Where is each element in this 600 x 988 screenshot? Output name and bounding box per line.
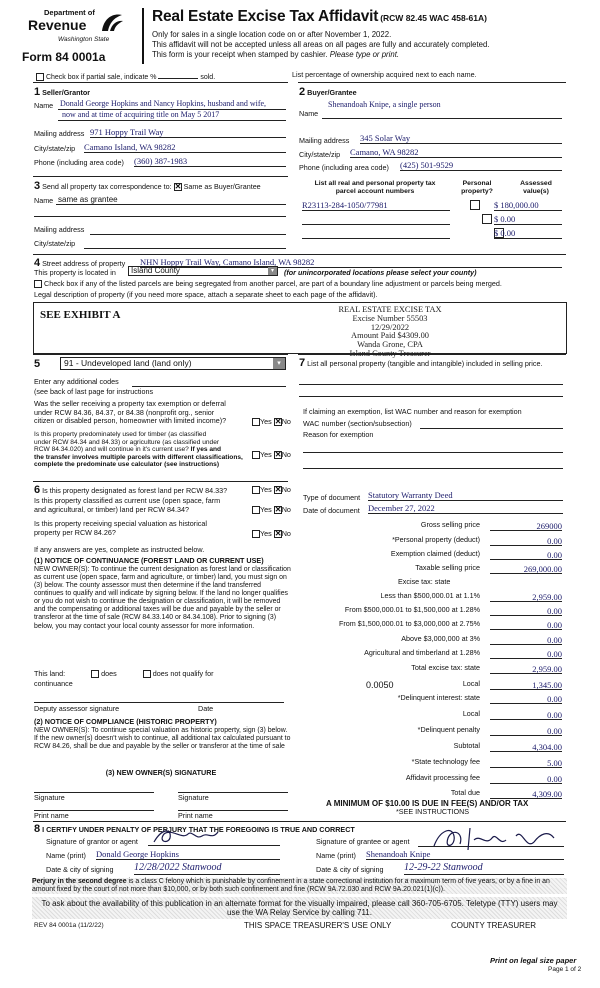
- q-historic-2: property per RCW 84.26?: [34, 527, 116, 537]
- continuance-label: continuance: [34, 679, 73, 688]
- bracket-3-value[interactable]: 0.00: [490, 620, 562, 630]
- type-note: Please type or print.: [329, 50, 400, 59]
- perjury-heading: Perjury in the second degree: [32, 878, 127, 885]
- q-timber-3a: RCW 84.34.020) and will continue in it's current use?: [34, 446, 189, 454]
- doc-type-label: Type of document: [303, 493, 361, 502]
- tax-row: [300, 592, 562, 602]
- bracket-5-label: Agricultural and timberland at 1.28%: [364, 648, 480, 657]
- buyer-city[interactable]: Camano, WA 98282: [350, 147, 562, 158]
- gross-value[interactable]: 269000: [490, 521, 562, 531]
- buyer-heading-label: Buyer/Grantee: [307, 88, 357, 97]
- sig-grantor-label: Signature of grantor or agent: [46, 837, 138, 846]
- taxable-value[interactable]: 269,000.00: [490, 564, 562, 574]
- notice-2-heading: (2) NOTICE OF COMPLIANCE (HISTORIC PROPERTY): [34, 717, 217, 726]
- timber-no-checkbox[interactable]: [274, 451, 282, 459]
- segregated-label: Check box if any of the listed parcels are being segregated from another parcel, are part of a boundary line adjustment or parcels being merged.: [44, 279, 502, 288]
- local-rate[interactable]: 0.0050: [366, 680, 394, 690]
- revenue-swoosh-icon: [100, 11, 124, 33]
- section-3-name-line-2: [34, 216, 286, 217]
- bracket-4-label: Above $3,000,000 at 3%: [401, 634, 480, 643]
- seller-heading-label: Seller/Grantor: [42, 88, 91, 97]
- land-does-not-checkbox[interactable]: [143, 670, 151, 678]
- section-3-text: [34, 180, 261, 193]
- section-5-number: 5: [34, 358, 41, 370]
- q-timber: [34, 431, 250, 469]
- owner-sig-label-1: Signature: [34, 793, 65, 802]
- section-3-city-field[interactable]: [84, 248, 286, 249]
- excise-state-label: Excise tax: state: [398, 577, 451, 586]
- deputy-signature-line[interactable]: [34, 702, 284, 703]
- tax-row: [300, 758, 562, 768]
- partial-sale-checkbox[interactable]: [36, 73, 44, 81]
- exemption-deduct-label: Exemption claimed (deduct): [390, 549, 480, 558]
- seller-name-2[interactable]: now and at time of acquiring title on May 5 2017: [62, 110, 220, 119]
- buyer-name-line: [322, 118, 562, 119]
- section-8-rule: [33, 821, 566, 822]
- land-does-label: does: [101, 669, 117, 678]
- land-use-value: 91 - Undeveloped land (land only): [64, 358, 192, 368]
- notice-3-heading: (3) NEW OWNER(S) SIGNATURE: [105, 768, 217, 777]
- section-3-mail-label: Mailing address: [34, 225, 85, 234]
- property-street[interactable]: NHN Hoppy Trail Way, Camano Island, WA 98282: [140, 257, 562, 268]
- section-2-number: 2: [299, 86, 306, 98]
- processing-fee-value[interactable]: 0.00: [490, 774, 562, 784]
- assessed-header: [508, 180, 564, 196]
- same-as-buyer-checkbox[interactable]: [174, 183, 182, 191]
- q-forest-yn: [252, 486, 291, 495]
- exempt-label: If claiming an exemption, list WAC number and reason for exemption: [303, 407, 522, 416]
- stamp-line-6: Island County Treasurer: [349, 349, 431, 359]
- segregated-checkbox[interactable]: [34, 280, 42, 288]
- personal-deduct-label: *Personal property (deduct): [392, 535, 480, 544]
- legal-text: SEE EXHIBIT A: [40, 309, 121, 321]
- taxable-label: Taxable selling price: [415, 563, 480, 572]
- q-timber-2: under RCW 84.34 and 84.33) or agriculture (as classified under: [34, 438, 220, 446]
- section-4-rule: [33, 254, 566, 255]
- codes-note: (see back of last page for instructions: [34, 387, 154, 396]
- exemption-deduct-value[interactable]: 0.00: [490, 550, 562, 560]
- parcel-account-1[interactable]: R23113-284-1050/77981: [302, 200, 450, 211]
- personal-header-1: Personal: [462, 180, 492, 187]
- gross-label: Gross selling price: [420, 520, 480, 529]
- tax-row: [300, 635, 562, 645]
- tax-row: [300, 742, 562, 752]
- tax-row: [300, 550, 562, 560]
- total-state-label: Total excise tax: state: [411, 663, 480, 672]
- state-label: Washington State: [58, 36, 110, 43]
- section-3-mail-field[interactable]: [90, 234, 286, 235]
- receipt-note: This form is your receipt when stamped by cashier.: [152, 50, 328, 59]
- delinquent-state-label: *Delinquent interest: state: [397, 693, 480, 702]
- notice-1-body: NEW OWNER(S): To continue the current designation as forest land or classification as current use (open space, farm and agriculture, or timber) land, you must sign on (3) below. The county assessor must then determine if the land transferred continues to qualify and will indicate by signing below. If the land no longer qualifies or you do not wish to continue the designation or classification, it will be removed and the compensating or additional taxes will be due and payable by the seller or transferor at the time of sale (RCW 84.33.140 or 84.34.108). Prior to signing (3) below, you may contact your local county assessor for more information.: [34, 566, 291, 630]
- subtotal-label: Subtotal: [453, 741, 480, 750]
- seller-city-label: City/state/zip: [34, 144, 76, 153]
- partial-percent-field[interactable]: [158, 71, 198, 79]
- exemption-no-label: No: [281, 417, 291, 426]
- reason-label: Reason for exemption: [303, 430, 374, 439]
- personal-checkbox-2[interactable]: [482, 214, 492, 224]
- personal-property-line-1[interactable]: [299, 384, 563, 385]
- stamp-line-5: Wanda Grone, CPA: [357, 340, 423, 350]
- seller-heading: [34, 86, 90, 99]
- tax-row: [300, 664, 562, 674]
- perjury-body: is a class C felony which is punishable by confinement in a state correctional institution for a maximum term of five years, or by a fine in an amount fixed by the court of not more than $10,000, or by both such confinement and fine (RCW 9A.72.030 and RCW 9A.20.021(1)(c)).: [32, 878, 550, 893]
- processing-fee-label: Affidavit processing fee: [405, 773, 480, 782]
- header-line-1: Only for sales in a single location code on or after November 1, 2022.: [152, 30, 392, 39]
- section-2-rule: [298, 82, 566, 83]
- bracket-4-value[interactable]: 0.00: [490, 635, 562, 645]
- treasurer-stamp: [310, 306, 470, 359]
- tax-row: [300, 710, 562, 720]
- parcel-account-3[interactable]: [302, 228, 450, 239]
- seller-phone-label: Phone (including area code): [34, 158, 124, 167]
- grantee-date[interactable]: 12-29-22 Stanwood: [404, 862, 564, 875]
- grantee-name[interactable]: Shenandoah Knipe: [366, 849, 564, 860]
- land-use-arrow-icon: ▾: [273, 358, 285, 369]
- section-3-name[interactable]: same as grantee: [58, 195, 118, 204]
- grantee-date-label: Date & city of signing: [316, 865, 384, 874]
- personal-header: [452, 180, 502, 196]
- timber-yes-label: Yes: [260, 450, 272, 459]
- tech-fee-value[interactable]: 5.00: [490, 758, 562, 768]
- section-4-number: 4: [34, 257, 41, 269]
- parcel-header-1: List all real and personal property tax: [314, 180, 436, 187]
- delinquent-state-value[interactable]: 0.00: [490, 694, 562, 704]
- tax-row: [300, 649, 562, 659]
- partial-sale-label: Check box if partial sale, indicate %: [45, 74, 157, 81]
- accessibility-note: To ask about the availability of this publication in an alternate format for the visually impaired, please call 360-705-6705. Teletype (TTY) users may use the WA Relay Service by calling 711.: [32, 897, 567, 919]
- buyer-name[interactable]: Shenandoah Knipe, a single person: [328, 100, 441, 109]
- partial-sale: [36, 71, 215, 82]
- grantor-signature-scribble: [152, 826, 252, 846]
- doc-type[interactable]: Statutory Warranty Deed: [368, 490, 563, 501]
- header-divider: [142, 8, 144, 64]
- buyer-phone[interactable]: (425) 501-9529: [400, 160, 562, 171]
- assessed-header-1: Assessed: [520, 180, 552, 187]
- tax-row: [300, 606, 562, 616]
- ownership-note: List percentage of ownership acquired next to each name.: [292, 70, 477, 79]
- q-current-use-1: Is this property classified as current use (open space, farm: [34, 496, 221, 505]
- tax-row: [300, 774, 562, 784]
- personal-header-2: property?: [461, 188, 493, 196]
- seller-mail-label: Mailing address: [34, 129, 85, 138]
- notice-1-heading: (1) NOTICE OF CONTINUANCE (FOREST LAND OR CURRENT USE): [34, 556, 264, 565]
- q-timber-1: Is this property predominately used for timber (as classified: [34, 431, 207, 438]
- seller-name-label: Name: [34, 101, 54, 110]
- q-timber-4: the transfer involves multiple parcels with different classifications,: [34, 453, 243, 461]
- stamp-line-3: 12/29/2022: [370, 322, 410, 332]
- send-correspondence-label: Send all property tax correspondence to:: [42, 182, 172, 191]
- q-exemption-3: citizen or disabled person, homeowner with limited income)?: [34, 416, 227, 426]
- form-title-block: [152, 8, 592, 27]
- owner-print-label-2: Print name: [178, 811, 213, 820]
- dept-label: Department of: [44, 8, 95, 17]
- county-select[interactable]: [128, 266, 278, 276]
- owner-sig-label-2: Signature: [178, 793, 209, 802]
- historic-yes-label: Yes: [260, 529, 272, 538]
- q-exemption: [34, 400, 288, 426]
- delinquent-local-value[interactable]: 0.00: [490, 710, 562, 720]
- reason-line-2[interactable]: [303, 468, 563, 469]
- owner-print-label-1: Print name: [34, 811, 69, 820]
- agency-logo: [22, 6, 130, 48]
- q-current-use-2: and agricultural, or timber) land per RCW 84.34?: [34, 504, 190, 514]
- section-3-name-label: Name: [34, 196, 54, 205]
- seller-name-line-2: [58, 120, 286, 121]
- assessed-value-1[interactable]: $ 180,000.00: [494, 200, 562, 211]
- q-exemption-yn: [252, 418, 291, 427]
- current-use-no-checkbox[interactable]: [274, 506, 282, 514]
- tax-row: [300, 680, 562, 690]
- legal-description-box[interactable]: [33, 302, 567, 359]
- legal-size-note: Print on legal size paper: [490, 956, 577, 965]
- wac-label: WAC number (section/subsection): [303, 419, 412, 428]
- penalty-value[interactable]: 0.00: [490, 726, 562, 736]
- stamp-line-2: Excise Number 55503: [352, 313, 428, 323]
- if-any-note: If any answers are yes, complete as instructed below.: [34, 545, 205, 554]
- land-use-select[interactable]: [60, 357, 286, 370]
- section-7-number: 7: [299, 357, 306, 369]
- personal-deduct-value[interactable]: 0.00: [490, 536, 562, 546]
- exemption-yes-checkbox[interactable]: [252, 418, 260, 426]
- bracket-3-label: From $1,500,000.01 to $3,000,000 at 2.75%: [338, 619, 480, 628]
- timber-yes-checkbox[interactable]: [252, 451, 260, 459]
- personal-property-line-2[interactable]: [299, 396, 563, 397]
- section-3-rule: [33, 176, 288, 177]
- assessed-value-2[interactable]: $ 0.00: [494, 214, 562, 225]
- q-historic-1: Is this property receiving special valuation as historical: [34, 519, 207, 528]
- tech-fee-label: *State technology fee: [411, 757, 480, 766]
- tax-row: [300, 726, 562, 736]
- penalty-label: *Delinquent penalty: [417, 725, 480, 734]
- rev-number: REV 84 0001a (11/2/22): [34, 922, 104, 929]
- county-treasurer: COUNTY TREASURER: [451, 921, 537, 930]
- parcel-account-2[interactable]: [302, 214, 450, 225]
- deputy-label: Deputy assessor signature: [34, 704, 120, 713]
- dropdown-arrow-icon: ▾: [268, 267, 277, 275]
- section-6-rule: [33, 481, 288, 482]
- q-timber-3: [34, 446, 250, 454]
- this-land-label: This land:: [34, 669, 66, 678]
- local-label: Local: [462, 679, 480, 688]
- tax-row: [300, 521, 562, 531]
- see-instructions: *SEE INSTRUCTIONS: [396, 807, 470, 816]
- form-title: Real Estate Excise Tax Affidavit: [152, 8, 379, 25]
- parcel-header: [302, 180, 448, 196]
- sig-grantee-label: Signature of grantee or agent: [316, 837, 410, 846]
- header-line-2: This affidavit will not be accepted unless all areas on all pages are fully and accurately completed.: [152, 40, 490, 49]
- buyer-phone-label: Phone (including area code): [299, 163, 389, 172]
- minimum-note: A MINIMUM OF $10.00 IS DUE IN FEE(S) AND/OR TAX: [326, 799, 529, 808]
- form-rcw: (RCW 82.45 WAC 458-61A): [380, 13, 487, 23]
- assessed-header-2: value(s): [523, 188, 549, 196]
- section-7-text: [299, 357, 563, 370]
- buyer-name-label: Name: [299, 109, 319, 118]
- bracket-1-label: Less than $500,000.01 at 1.1%: [380, 591, 480, 600]
- stamp-line-1: REAL ESTATE EXCISE TAX: [338, 305, 442, 314]
- wac-field[interactable]: [420, 428, 563, 429]
- section-5-rule: [33, 354, 288, 355]
- total-due-label: Total due: [450, 788, 480, 797]
- tax-row: [300, 789, 562, 799]
- delinquent-local-label: Local: [462, 709, 480, 718]
- historic-no-checkbox[interactable]: [274, 530, 282, 538]
- deputy-date-label: Date: [198, 704, 214, 713]
- total-state-value[interactable]: 2,959.00: [490, 664, 562, 674]
- same-as-buyer-label: Same as Buyer/Grantee: [183, 182, 261, 191]
- county-value: Island County: [131, 266, 180, 275]
- q-timber-yn: [252, 451, 291, 460]
- street-label: Street address of property: [42, 259, 126, 268]
- local-value[interactable]: 1,345.00: [490, 680, 562, 690]
- total-due-value[interactable]: 4,309.00: [490, 789, 562, 799]
- certify-text: I CERTIFY UNDER PENALTY OF PERJURY THAT THE FOREGOING IS TRUE AND CORRECT: [42, 825, 355, 834]
- current-use-yes-label: Yes: [260, 505, 272, 514]
- grantor-name[interactable]: Donald George Hopkins: [96, 849, 280, 860]
- header-line-3: [152, 50, 399, 59]
- located-label: This property is located in: [34, 268, 116, 277]
- forest-yes-checkbox[interactable]: [252, 486, 260, 494]
- section-3-city-label: City/state/zip: [34, 239, 76, 248]
- exemption-no-checkbox[interactable]: [274, 418, 282, 426]
- form-number: Form 84 0001a: [22, 50, 106, 64]
- seller-name-1[interactable]: Donald George Hopkins and Nancy Hopkins, husband and wife,: [60, 99, 267, 108]
- tax-row: [300, 564, 562, 574]
- personal-property-label: List all personal property (tangible and intangible) included in selling price.: [307, 359, 543, 368]
- timber-no-label: No: [281, 450, 291, 459]
- notice-2-body: NEW OWNER(S): To continue special valuation as historic property, sign (3) below. If the new owner(s) doesn't wish to continue, all additional tax calculated pursuant to RCW 84.26, shall be due and payable by the seller or transferor at the time of sale: [34, 727, 291, 751]
- bracket-2-value[interactable]: 0.00: [490, 606, 562, 616]
- historic-no-label: No: [281, 529, 291, 538]
- segregated-row: [34, 280, 574, 289]
- exemption-yes-label: Yes: [260, 417, 272, 426]
- forest-no-checkbox[interactable]: [274, 486, 282, 494]
- grantor-name-label: Name (print): [46, 851, 86, 860]
- buyer-heading: [299, 86, 357, 99]
- grantee-name-label: Name (print): [316, 851, 356, 860]
- bracket-5-value[interactable]: 0.00: [490, 649, 562, 659]
- buyer-mail-label: Mailing address: [299, 136, 350, 145]
- page-number: Page 1 of 2: [548, 966, 582, 973]
- q-current-use: [34, 497, 254, 514]
- seller-mail[interactable]: 971 Hoppy Trail Way: [90, 127, 286, 138]
- tax-row: [300, 536, 562, 546]
- agency-name: Revenue: [28, 17, 87, 33]
- section-3-name-line: [56, 204, 286, 205]
- historic-yes-checkbox[interactable]: [252, 530, 260, 538]
- q-historic-yn: [252, 530, 291, 539]
- bracket-2-label: From $500,000.01 to $1,500,000 at 1.28%: [344, 605, 480, 614]
- current-use-no-label: No: [281, 505, 291, 514]
- q-current-use-yn: [252, 506, 291, 515]
- seller-city[interactable]: Camano Island, WA 98282: [84, 142, 286, 153]
- land-does-not-label: does not qualify for: [152, 669, 214, 678]
- current-use-yes-checkbox[interactable]: [252, 506, 260, 514]
- land-does-checkbox[interactable]: [91, 670, 99, 678]
- buyer-mail[interactable]: 345 Solar Way: [360, 133, 562, 144]
- legal-note: Legal description of property (if you need more space, attach a separate sheet to each page of the affidavit).: [34, 290, 378, 299]
- partial-sale-sold: sold.: [200, 74, 216, 81]
- doc-date-label: Date of document: [303, 506, 360, 515]
- parcel-header-2: parcel account numbers: [335, 188, 415, 196]
- section-6-number: 6: [34, 484, 41, 496]
- codes-label: Enter any additional codes: [34, 377, 119, 386]
- personal-checkbox-1[interactable]: [470, 200, 480, 210]
- doc-date[interactable]: December 27, 2022: [368, 503, 563, 514]
- q-exemption-2: under RCW 84.36, 84.37, or 84.38 (nonprofit org., senior: [34, 407, 215, 417]
- section-1-number: 1: [34, 86, 41, 98]
- q-exemption-1: Was the seller receiving a property tax exemption or deferral: [34, 399, 226, 408]
- q-forest-label: Is this property designated as forest land per RCW 84.33?: [42, 486, 228, 495]
- treasurer-use: THIS SPACE TREASURER'S USE ONLY: [244, 921, 392, 930]
- forest-yes-label: Yes: [260, 485, 272, 494]
- q-historic: [34, 520, 254, 537]
- grantor-date[interactable]: 12/28/2022 Stanwood: [134, 862, 280, 875]
- reason-line-1[interactable]: [303, 452, 563, 453]
- section-1-rule: [33, 82, 288, 83]
- q-timber-5: complete the predominate use calculator (see instructions): [34, 461, 220, 469]
- assessed-value-3[interactable]: $ 0.00: [494, 228, 562, 239]
- q-timber-3b: If yes and: [190, 446, 222, 454]
- section-3-number: 3: [34, 180, 41, 192]
- section-7-rule: [298, 354, 566, 355]
- buyer-city-label: City/state/zip: [299, 150, 341, 159]
- subtotal-value[interactable]: 4,304.00: [490, 742, 562, 752]
- forest-no-label: No: [281, 485, 291, 494]
- bracket-1-value[interactable]: 2,959.00: [490, 592, 562, 602]
- unincorp-note: (for unincorporated locations please select your county): [284, 268, 477, 277]
- this-land-row: [34, 670, 290, 679]
- section-8-number: 8: [34, 823, 41, 835]
- tax-row: [300, 620, 562, 630]
- codes-field[interactable]: [132, 386, 286, 387]
- grantor-date-label: Date & city of signing: [46, 865, 114, 874]
- stamp-line-4: Amount Paid $4309.00: [351, 331, 429, 341]
- perjury-note: [32, 878, 567, 894]
- seller-phone[interactable]: (360) 387-1983: [134, 156, 286, 167]
- tax-row: [300, 694, 562, 704]
